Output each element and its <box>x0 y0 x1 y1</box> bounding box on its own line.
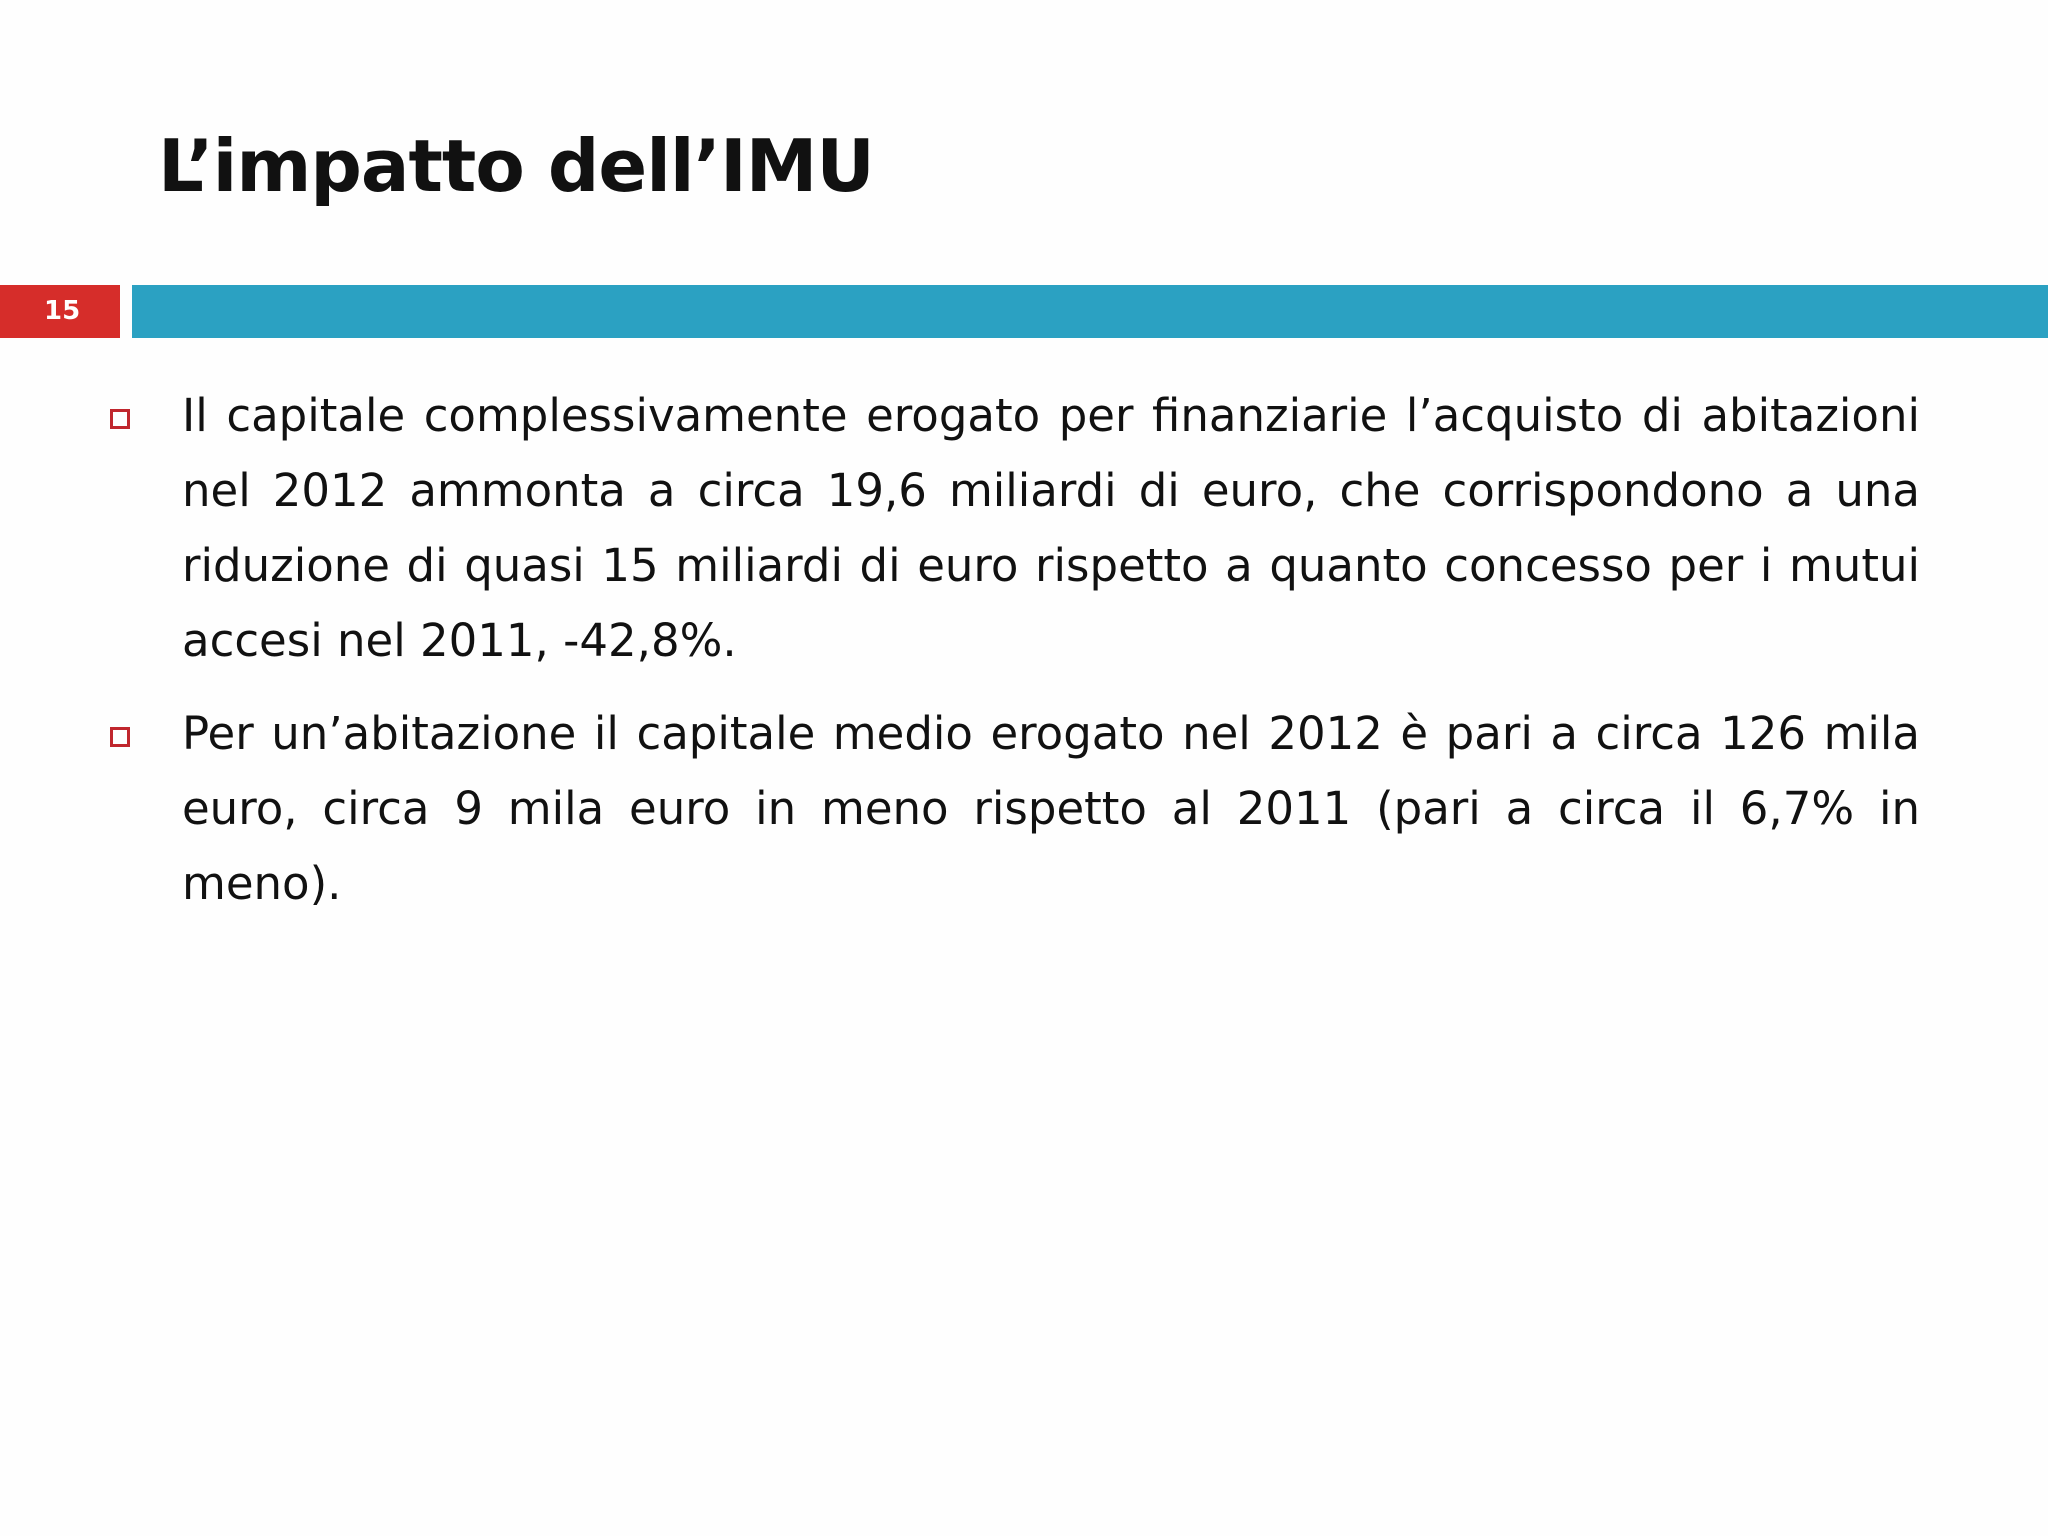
bullet-text: Per un’abitazione il capitale medio erogato nel 2012 è pari a circa 126 mila euro, circa 9 mila euro in meno rispetto al 2011 (pari a circa il 6,7% in meno). <box>182 707 1920 910</box>
bullet-item <box>110 378 1920 678</box>
square-bullet-icon <box>110 409 130 429</box>
bullet-text: Il capitale complessivamente erogato per finanziarie l’acquisto di abitazioni nel 2012 ammonta a circa 19,6 miliardi di euro, che corrispondono a una riduzione di quasi 15 miliardi di euro rispetto a quanto concesso per i mutui accesi nel 2011, -42,8%. <box>182 389 1920 667</box>
bullet-list <box>110 378 1920 939</box>
slide-number-badge <box>0 285 120 338</box>
square-bullet-icon <box>110 727 130 747</box>
slide-title: L’impatto dell’IMU <box>158 124 874 208</box>
slide-number: 15 <box>44 296 81 326</box>
bullet-item <box>110 696 1920 921</box>
header-divider-bar <box>132 285 2048 338</box>
